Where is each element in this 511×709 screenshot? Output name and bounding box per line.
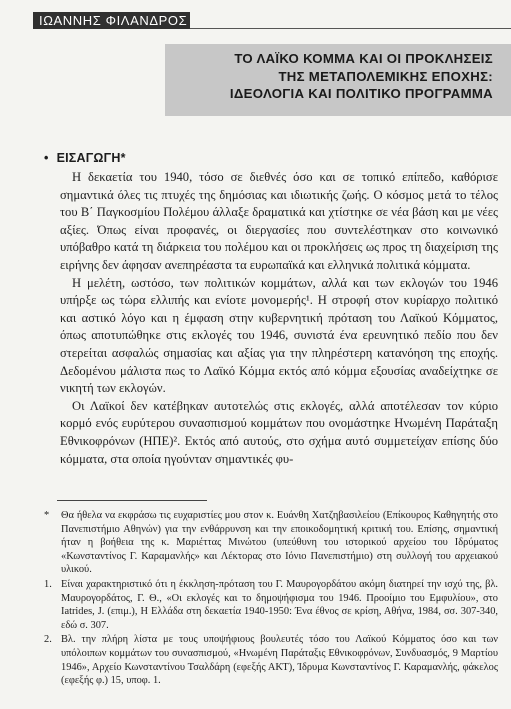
footnotes (44, 509, 498, 689)
footnote-text: Είναι χαρακτηριστικό ότι η έκκληση-πρόταση του Γ. Μαυρογορδάτου ακόμη διατηρεί την ισχύ της, βλ. Μαυρογορδάτος, Γ. Θ., «Οι εκλογές και το δημοψήφισμα του 1946. Προοίμιο του Εμφυλίου», στο Iatrides, J. (επιμ.), Η Ελλάδα στη δεκαετία 1940-1950: Ένα έθνος σε κρίση, Αθήνα, 1984, σσ. 307-340, εδώ σ. 307. (61, 578, 498, 631)
footnote-mark: 2. (44, 634, 52, 646)
paragraph-3: Οι Λαϊκοί δεν κατέβηκαν αυτοτελώς στις εκλογές, αλλά αποτέλεσαν τον κύριο κορμό ενός ευρύτερου συνασπισμού κομμάτων που ονομάστηκε Ηνωμένη Παράταξη Εθνικοφρόνων (ΗΠΕ)². Εκτός από αυτούς, στο σχήμα αυτό συμμετείχαν επίσης δύο κόμματα, στα οποία ηγούνταν σημαντικές φυ- (60, 398, 498, 466)
section-heading (44, 151, 126, 165)
footnote-2 (44, 633, 498, 687)
section-heading-text: ΕΙΣΑΓΩΓΗ* (56, 151, 126, 165)
chapter-title-line-2: ΤΗΣ ΜΕΤΑΠΟΛΕΜΙΚΗΣ ΕΠΟΧΗΣ: (278, 68, 493, 84)
section-bullet: • (44, 151, 49, 165)
paragraph-2: Η μελέτη, ωστόσο, των πολιτικών κομμάτων, αλλά και των εκλογών του 1946 υπήρξε ως τώρα ελλιπής και ενίοτε μονομερής¹. Η στροφή στον κυρίαρχο πολιτικό και αστικό λόγο και η έμφαση στην κυβερνητική πρόταση του Λαϊκού Κόμματος, όπως αποτυπώθηκε στις εκλογές του 1946, συνιστά ένα ερευνητικό πεδίο που δεν στερείται ασφαλώς σημασίας και αξίας για την πληρέστερη κατανόηση της εποχής. Δεδομένου μάλιστα πως το Λαϊκό Κόμμα εκτός από κόμμα εξουσίας αναδείχτηκε σε νικητή των εκλογών. (60, 275, 498, 396)
chapter-title-line-1: ΤΟ ΛΑΪΚΟ ΚΟΜΜΑ ΚΑΙ ΟΙ ΠΡΟΚΛΗΣΕΙΣ (234, 51, 493, 66)
chapter-title (163, 50, 493, 103)
footnote-text: Βλ. την πλήρη λίστα με τους υποψήφιους βουλευτές τόσο του Λαϊκού Κόμματος όσο και των υπόλοιπων κομμάτων του συνασπισμού, «Ηνωμένη Παράταξις Εθνικοφρόνων, Συνδυασμός, 9 Μαρτίου 1946», Αρχείο Κωνσταντίνου Τσαλδάρη (εφεξής ΑΚΤ), Ίδρυμα Κωνσταντίνος Γ. Καραμανλής, φάκελος (εφεξής φ.) 15, υποφ. 1. (61, 634, 498, 687)
footnote-text: Θα ήθελα να εκφράσω τις ευχαριστίες μου στον κ. Ευάνθη Χατζηβασιλείου (Επίκουρος Καθηγητής στο Πανεπιστήμιο Αθηνών) για την ενθάρρυνση και την εποικοδομητική κριτική του. Επίσης, σημαντική ήταν η βοήθεια της κ. Μαριέττας Μινώτου (υπεύθυνη του ιστορικού αρχείου του Ιδρύματος «Κωνσταντίνος Γ. Καραμανλής» και Λέκτορας στο Ιόνιο Πανεπιστήμιο) στη συλλογή του αρχειακού υλικού. (61, 510, 498, 576)
footnote-1 (44, 578, 498, 632)
body-text (60, 169, 498, 468)
footnote-star (44, 509, 498, 577)
footnote-mark: 1. (44, 578, 52, 590)
paragraph-1: Η δεκαετία του 1940, τόσο σε διεθνές όσο και σε τοπικό επίπεδο, καθόρισε σημαντικά όλες τις πτυχές της δημόσιας και ιδιωτικής ζωής. Ο κόσμος μετά το τέλος του Β΄ Παγκοσμίου Πολέμου άλλαξε δραματικά και χτίστηκε σε νέα βάση και με νέες αξίες. Όπως είναι προφανές, οι διεργασίες που συντελέστηκαν στο κοινωνικό υπόβαθρο κατά τη διάρκεια του πολέμου και οι προκλήσεις ως προς τη διαχείριση της ειρήνης δεν άφησαν ανεπηρέαστα τα ευρωπαϊκά και ελληνικά πολιτικά κόμματα. (60, 170, 498, 272)
footnote-mark: * (44, 510, 50, 521)
footnote-rule (57, 500, 207, 501)
chapter-title-line-3: ΙΔΕΟΛΟΓΙΑ ΚΑΙ ΠΟΛΙΤΙΚΟ ΠΡΟΓΡΑΜΜΑ (229, 86, 493, 101)
header-rule (190, 28, 511, 29)
running-header-author: ΙΩΑΝΝΗΣ ΦΙΛΑΝΔΡΟΣ (33, 12, 190, 29)
